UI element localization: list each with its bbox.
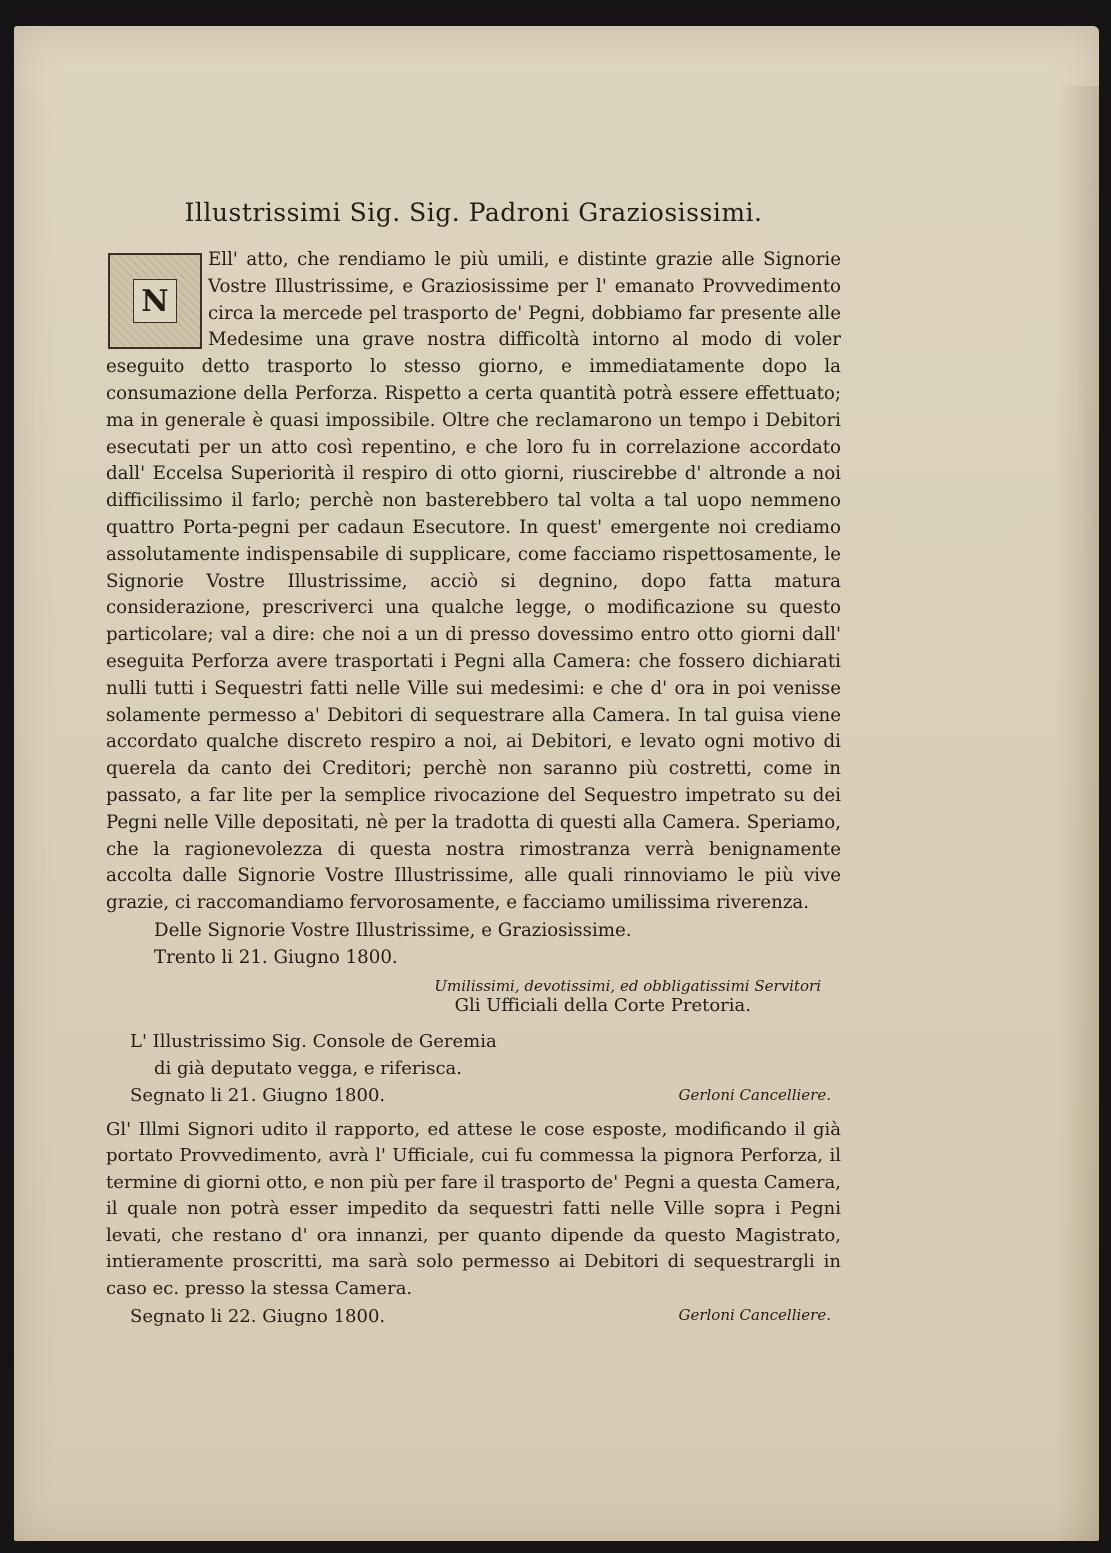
chancellor-signature-1: Gerloni Cancelliere. [678, 1085, 831, 1104]
drop-cap-letter: N [133, 279, 177, 323]
petition-paragraph [106, 247, 841, 917]
decree-text: Gl' Illmi Signori udito il rapporto, ed attese le cose esposte, modificando il già portato Provvedimento, avrà l' Ufficiale, cui fu commessa la pignora Perforza, il termine di giorni otto, e non più per fare il trasporto de' Pegni a questa Camera, il quale non potrà esser impedito da sequestri fatti nelle Ville sopra i Pegni levati, che restano d' ora innanzi, per quanto dipende da questo Magistrato, intieramente proscritti, ma sarà solo permesso ai Debitori di sequestrargli in caso ec. presso la stessa Camera. [106, 1118, 841, 1299]
place-date: Trento li 21. Giugno 1800. [154, 946, 398, 968]
chancellor-signature-2: Gerloni Cancelliere. [678, 1306, 831, 1325]
signed-row-2 [106, 1306, 841, 1327]
closing-salutation: Delle Signorie Vostre Illustrissime, e Graziosissime. [154, 919, 632, 941]
referral-line-2: di già deputato vegga, e riferisca. [154, 1057, 463, 1079]
servants-signature: Umilissimi, devotissimi, ed obbligatissimi Servitori [434, 976, 821, 995]
referral-line-1: L' Illustrissimo Sig. Console de Geremia [130, 1030, 497, 1052]
closing-block [106, 917, 841, 971]
signed-row-1 [106, 1082, 841, 1109]
petition-text: Ell' atto, che rendiamo le più umili, e distinte grazie alle Signorie Vostre Illustrissime, e Graziosissime per l' emanato Provvedimento circa la mercede pel trasporto de' Pegni, dobbiamo far presente alle Medesime una grave nostra difficoltà intorno al modo di voler eseguito detto trasporto lo stesso giorno, e immediatamente dopo la consumazione della Perforza. Rispetto a certa quantità potrà essere effettuato; ma in generale è quasi impossibile. Oltre che reclamarono un tempo i Debitori esecutati per un atto così repentino, e che loro fu in correlazione accordato dall' Eccelsa Superiorità il respiro di otto giorni, riuscirebbe d' altronde a noi difficilissimo il farlo; perchè non basterebbero tal volta a tal uopo nemmeno quattro Porta-pegni per cadaun Esecutore. In quest' emergente noi crediamo assolutamente indispensabile di supplicare, come facciamo rispettosamente, le Signorie Vostre Illustrissime, acciò si degnino, dopo fatta matura considerazione, prescriverci una qualche legge, o modificazione su questo particolare; val a dire: che noi a un di presso dovessimo entro otto giorni dall' eseguita Perforza avere trasportati i Pegni alla Camera: che fossero dichiarati nulli tutti i Sequestri fatti nelle Ville sui medesimi: e che d' ora in poi venisse solamente permesso a' Debitori di sequestrare alla Camera. In tal guisa viene accordato qualche discreto respiro a noi, ai Debitori, e levato ogni motivo di querela da canto dei Creditori; perchè non saranno più costretti, come in passato, a far lite per la semplice rivocazione del Sequestro impetrato su dei Pegni nelle Ville depositati, nè per la tradotta di questi alla Camera. Speriamo, che la ragionevolezza di questa nostra rimostranza verrà benignamente accolta dalle Signorie Vostre Illustrissime, alle quali rinnoviamo le più vive grazie, ci raccomandiamo fervorosamente, e facciamo umilissima riverenza. [106, 249, 841, 914]
signed-date-2: Segnato li 22. Giugno 1800. [130, 1306, 386, 1328]
referral-block [106, 1028, 841, 1109]
paper-edge-shadow [1057, 86, 1099, 1541]
signed-date-1: Segnato li 21. Giugno 1800. [130, 1084, 386, 1106]
office-signature: Gli Ufficiali della Corte Pretoria. [454, 994, 751, 1016]
document-heading: Illustrissimi Sig. Sig. Padroni Graziosissimi. [184, 198, 763, 227]
paper-sheet [14, 26, 1099, 1541]
ornamental-initial [108, 253, 202, 349]
document-content [106, 198, 841, 1327]
